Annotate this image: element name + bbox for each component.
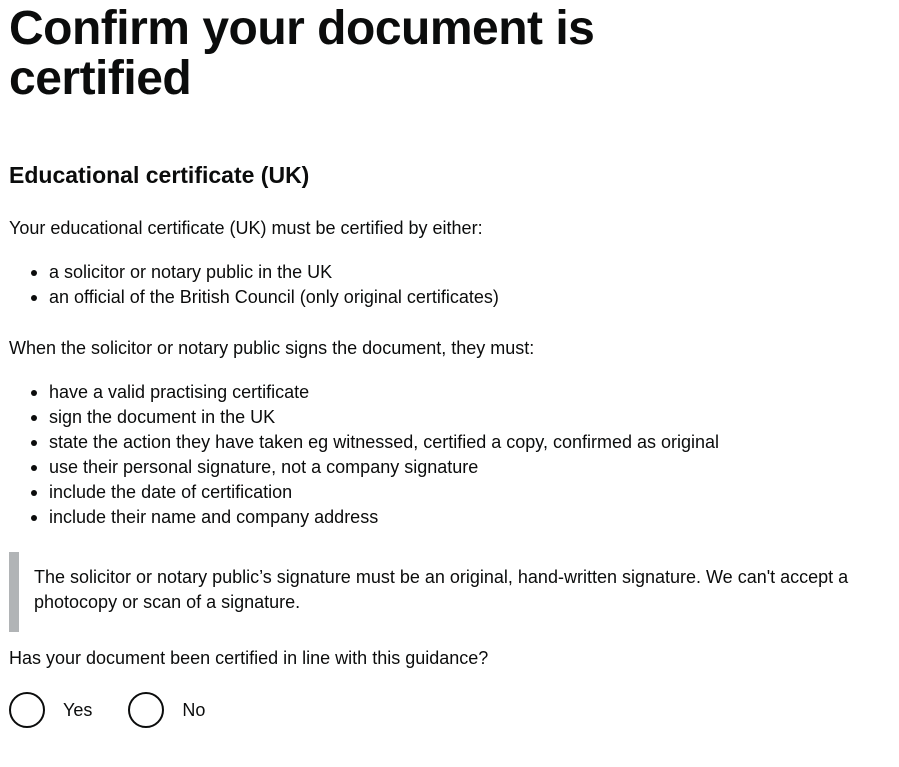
radio-yes-circle[interactable] (9, 692, 45, 728)
radio-no[interactable] (128, 692, 205, 728)
document-type-heading: Educational certificate (UK) (9, 162, 310, 188)
signature-inset-note: The solicitor or notary public’s signature must be an original, hand-written signature. We can't accept a photocopy or scan of a signature. (9, 552, 874, 632)
list-item: state the action they have taken eg witnessed, certified a copy, confirmed as original (49, 430, 719, 455)
radio-yes[interactable] (9, 692, 92, 728)
main-content (9, 0, 889, 720)
radio-no-label[interactable]: No (182, 699, 206, 720)
list-item: use their personal signature, not a company signature (49, 455, 719, 480)
certifier-list (9, 260, 499, 310)
certifier-intro: Your educational certificate (UK) must be certified by either: (9, 218, 483, 238)
radio-yes-label[interactable]: Yes (63, 699, 93, 720)
list-item: have a valid practising certificate (49, 380, 719, 405)
list-item: include the date of certification (49, 480, 719, 505)
list-item: an official of the British Council (only original certificates) (49, 285, 499, 310)
certification-question: Has your document been certified in line with this guidance? (9, 648, 489, 668)
list-item: a solicitor or notary public in the UK (49, 260, 499, 285)
page-title: Confirm your document is certified (9, 2, 595, 105)
radio-no-circle[interactable] (128, 692, 164, 728)
signing-requirements-list (9, 380, 719, 530)
list-item: include their name and company address (49, 505, 719, 530)
list-item: sign the document in the UK (49, 405, 719, 430)
certification-radio-group (9, 692, 241, 728)
signing-requirements-intro: When the solicitor or notary public signs the document, they must: (9, 338, 535, 358)
